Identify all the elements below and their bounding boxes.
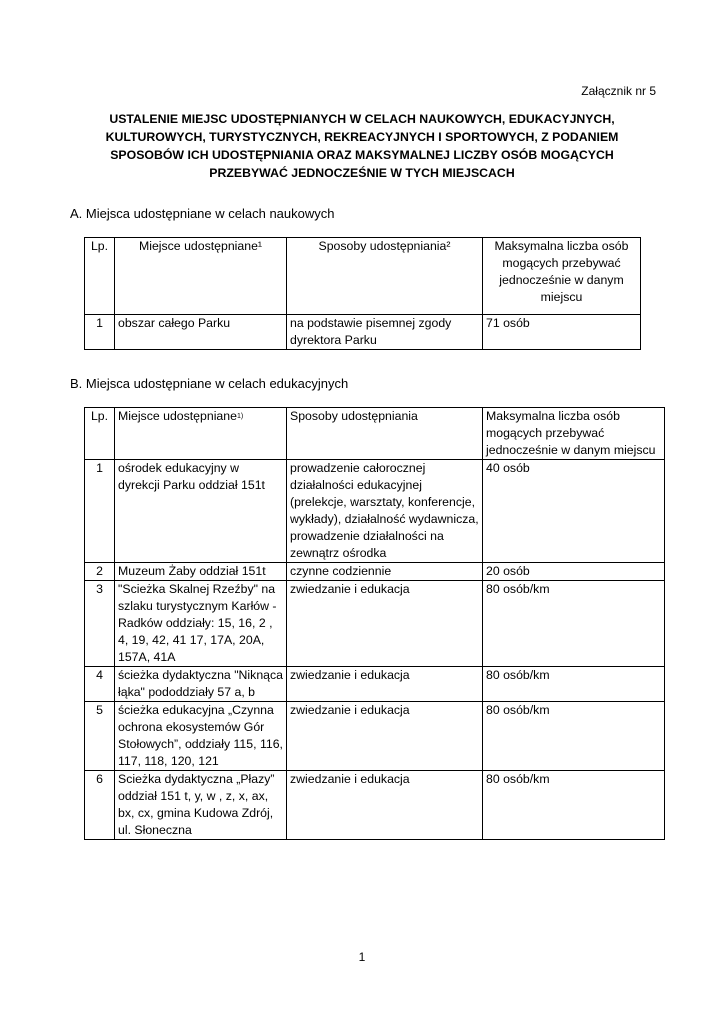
header-methods: Sposoby udostępniania	[287, 408, 483, 460]
document-title	[70, 110, 654, 182]
row-methods: prowadzenie całorocznej działalności edukacyjnej (prelekcje, warsztaty, konferencje, wykłady), działalność wydawnicza, prowadzenie działalności na zewnątrz ośrodka	[287, 460, 483, 563]
annex-label: Załącznik nr 5	[581, 84, 656, 98]
title-line: PRZEBYWAĆ JEDNOCZEŚNIE W TYCH MIEJSCACH	[209, 166, 515, 180]
row-methods: zwiedzanie i edukacja	[287, 702, 483, 771]
header-place: Miejsce udostępniane	[118, 409, 237, 423]
header-max-persons: Maksymalna liczba osób mogących przebywać jednocześnie w danym miejscu	[483, 238, 641, 315]
row-max-persons: 80 osób/km	[483, 702, 665, 771]
row-max-persons: 80 osób/km	[483, 771, 665, 840]
header-methods: Sposoby udostępniania²	[287, 238, 483, 315]
row-max-persons: 40 osób	[483, 460, 665, 563]
row-lp: 1	[85, 460, 115, 563]
table-row	[85, 771, 665, 840]
page-number: 1	[358, 950, 366, 964]
row-lp: 1	[85, 315, 115, 350]
row-max-persons: 20 osób	[483, 563, 665, 581]
row-methods: zwiedzanie i edukacja	[287, 771, 483, 840]
row-lp: 5	[85, 702, 115, 771]
table-row	[85, 460, 665, 563]
table-header-row	[85, 238, 641, 315]
row-max-persons: 80 osób/km	[483, 581, 665, 667]
header-place: Miejsce udostępniane¹	[115, 238, 287, 315]
row-lp: 2	[85, 563, 115, 581]
table-row	[85, 581, 665, 667]
title-line: USTALENIE MIEJSC UDOSTĘPNIANYCH W CELACH NAUKOWYCH, EDUKACYJNYCH,	[109, 112, 615, 126]
row-max-persons: 80 osób/km	[483, 667, 665, 702]
header-max-persons: Maksymalna liczba osób mogących przebywać jednocześnie w danym miejscu	[483, 408, 665, 460]
header-lp: Lp.	[85, 238, 115, 315]
row-lp: 3	[85, 581, 115, 667]
row-place: ścieżka edukacyjna „Czynna ochrona ekosystemów Gór Stołowych”, oddziały 115, 116, 117, 118, 120, 121	[115, 702, 287, 771]
table-row	[85, 315, 641, 350]
row-methods: zwiedzanie i edukacja	[287, 581, 483, 667]
row-methods: czynne codziennie	[287, 563, 483, 581]
table-row	[85, 667, 665, 702]
row-max-persons: 71 osób	[483, 315, 641, 350]
science-places-table	[84, 237, 641, 350]
row-place: Muzeum Żaby oddział 151t	[115, 563, 287, 581]
row-lp: 6	[85, 771, 115, 840]
footnote-marker: 1)	[236, 413, 244, 420]
row-place: "Scieżka Skalnej Rzeźby" na szlaku turystycznym Karłów - Radków oddziały: 15, 16, 2 , 4, 19, 42, 41 17, 17A, 20A, 157A, 41A	[115, 581, 287, 667]
row-place: obszar całego Parku	[115, 315, 287, 350]
section-b-heading: B. Miejsca udostępniane w celach edukacyjnych	[70, 376, 349, 391]
header-place-cell	[115, 408, 287, 460]
table-row	[85, 702, 665, 771]
row-methods: zwiedzanie i edukacja	[287, 667, 483, 702]
row-place: Scieżka dydaktyczna „Płazy” oddział 151 t, y, w , z, x, ax, bx, cx, gmina Kudowa Zdrój, ul. Słoneczna	[115, 771, 287, 840]
header-lp: Lp.	[85, 408, 115, 460]
title-line: KULTUROWYCH, TURYSTYCZNYCH, REKREACYJNYCH I SPORTOWYCH, Z PODANIEM	[105, 130, 619, 144]
table-header-row	[85, 408, 665, 460]
row-place: ścieżka dydaktyczna "Niknąca łąka" pododdziały 57 a, b	[115, 667, 287, 702]
education-places-table	[84, 407, 665, 840]
title-line: SPOSOBÓW ICH UDOSTĘPNIANIA ORAZ MAKSYMALNEJ LICZBY OSÓB MOGĄCYCH	[110, 148, 614, 162]
table-row	[85, 563, 665, 581]
row-lp: 4	[85, 667, 115, 702]
row-methods: na podstawie pisemnej zgody dyrektora Parku	[287, 315, 483, 350]
row-place: ośrodek edukacyjny w dyrekcji Parku oddział 151t	[115, 460, 287, 563]
section-a-heading: A. Miejsca udostępniane w celach naukowych	[70, 206, 335, 221]
